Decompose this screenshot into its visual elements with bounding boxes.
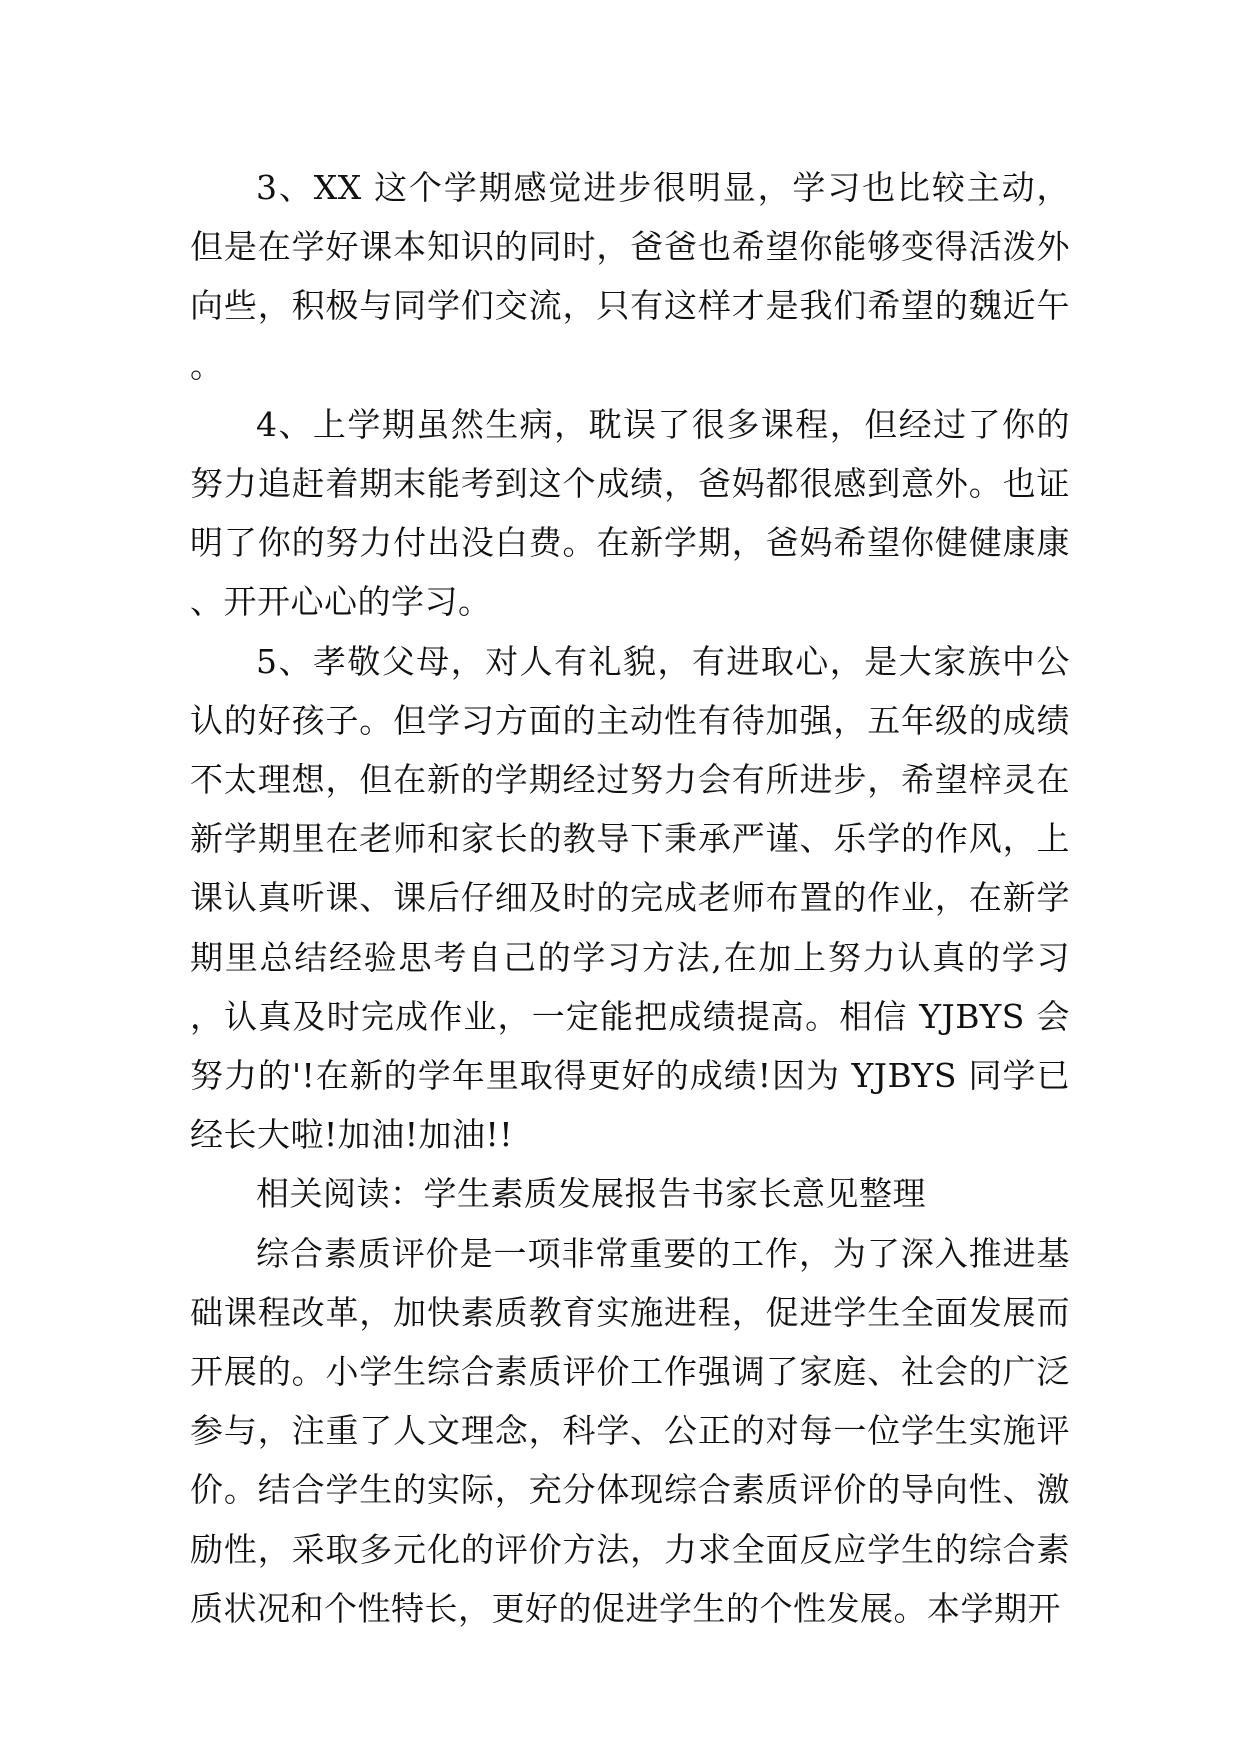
document-body [190, 158, 1070, 1638]
related-reading-heading: 相关阅读：学生素质发展报告书家长意见整理 [256, 1174, 926, 1214]
paragraph-comment-3: 3、XX 这个学期感觉进步很明显，学习也比较主动，但是在学好课本知识的同时，爸爸也希望你能够变得活泼外向些，积极与同学们交流，只有这样才是我们希望的魏近午。 [190, 168, 1070, 385]
paragraph-comment-4: 4、上学期虽然生病，耽误了很多课程，但经过了你的努力追赶着期末能考到这个成绩，爸妈都很感到意外。也证明了你的努力付出没白费。在新学期，爸妈希望你健健康康、开开心心的学习。 [190, 404, 1070, 622]
paragraph-evaluation: 综合素质评价是一项非常重要的工作，为了深入推进基础课程改革，加快素质教育实施进程，促进学生全面发展而开展的。小学生综合素质评价工作强调了家庭、社会的广泛参与，注重了人文理念，科学、公正的对每一位学生实施评价。结合学生的实际，充分体现综合素质评价的导向性、激励性，采取多元化的评价方法，力求全面反应学生的综合素质状况和个性特长，更好的促进学生的个性发展。本学期开 [190, 1233, 1070, 1628]
paragraph-comment-5: 5、孝敬父母，对人有礼貌，有进取心，是大家族中公认的好孩子。但学习方面的主动性有待加强，五年级的成绩不太理想，但在新的学期经过努力会有所进步，希望梓灵在新学期里在老师和家长的教导下秉承严谨、乐学的作风，上课认真听课、课后仔细及时的完成老师布置的作业，在新学期里总结经验思考自己的学习方法,在加上努力认真的学习，认真及时完成作业，一定能把成绩提高。相信 YJBYS 会努力的'!在新的学年里取得更好的成绩!因为 YJBYS 同学已经长大啦!加油!加油!! [190, 641, 1070, 1155]
